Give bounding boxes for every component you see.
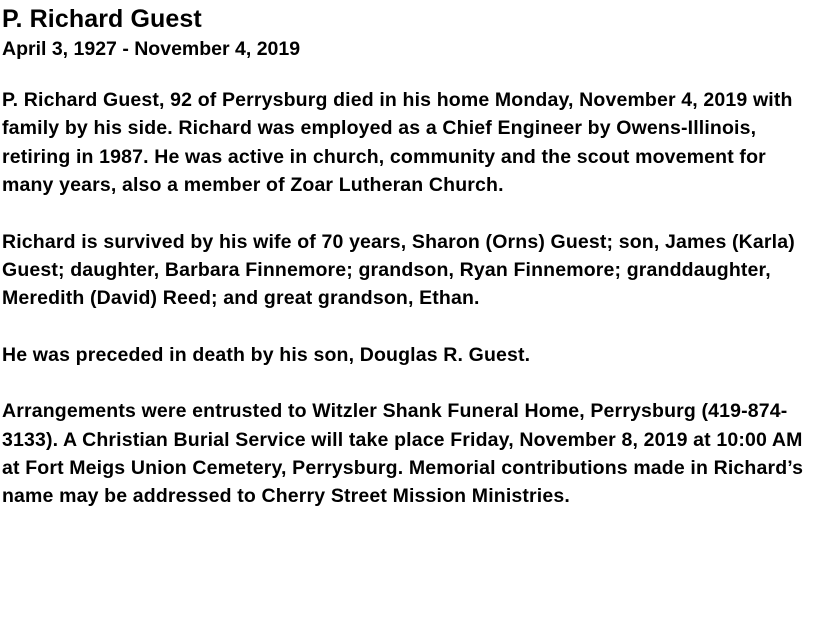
obituary-document [2, 4, 814, 511]
paragraph-preceded: He was preceded in death by his son, Douglas R. Guest. [2, 343, 531, 366]
obituary-name: P. Richard Guest [2, 5, 202, 33]
paragraph-arrangements: Arrangements were entrusted to Witzler Shank Funeral Home, Perrysburg (419-874-3133). A Christian Burial Service will take place Friday, November 8, 2019 at 10:00 AM at Fort Meigs Union Cemetery, Perrysburg. Memorial contributions made in Richard’s name may be addressed to Cherry Street Mission Ministries. [2, 400, 804, 508]
obituary-dates: April 3, 1927 - November 4, 2019 [2, 38, 301, 60]
paragraph-biography: P. Richard Guest, 92 of Perrysburg died in his home Monday, November 4, 2019 with family by his side. Richard was employed as a Chief Engineer by Owens-Illinois, retiring in 1987. He was active in church, community and the scout movement for many years, also a member of Zoar Lutheran Church. [2, 89, 793, 197]
paragraph-survivors: Richard is survived by his wife of 70 years, Sharon (Orns) Guest; son, James (Karla) Guest; daughter, Barbara Finnemore; grandson, Ryan Finnemore; granddaughter, Meredith (David) Reed; and great grandson, Ethan. [2, 230, 795, 310]
